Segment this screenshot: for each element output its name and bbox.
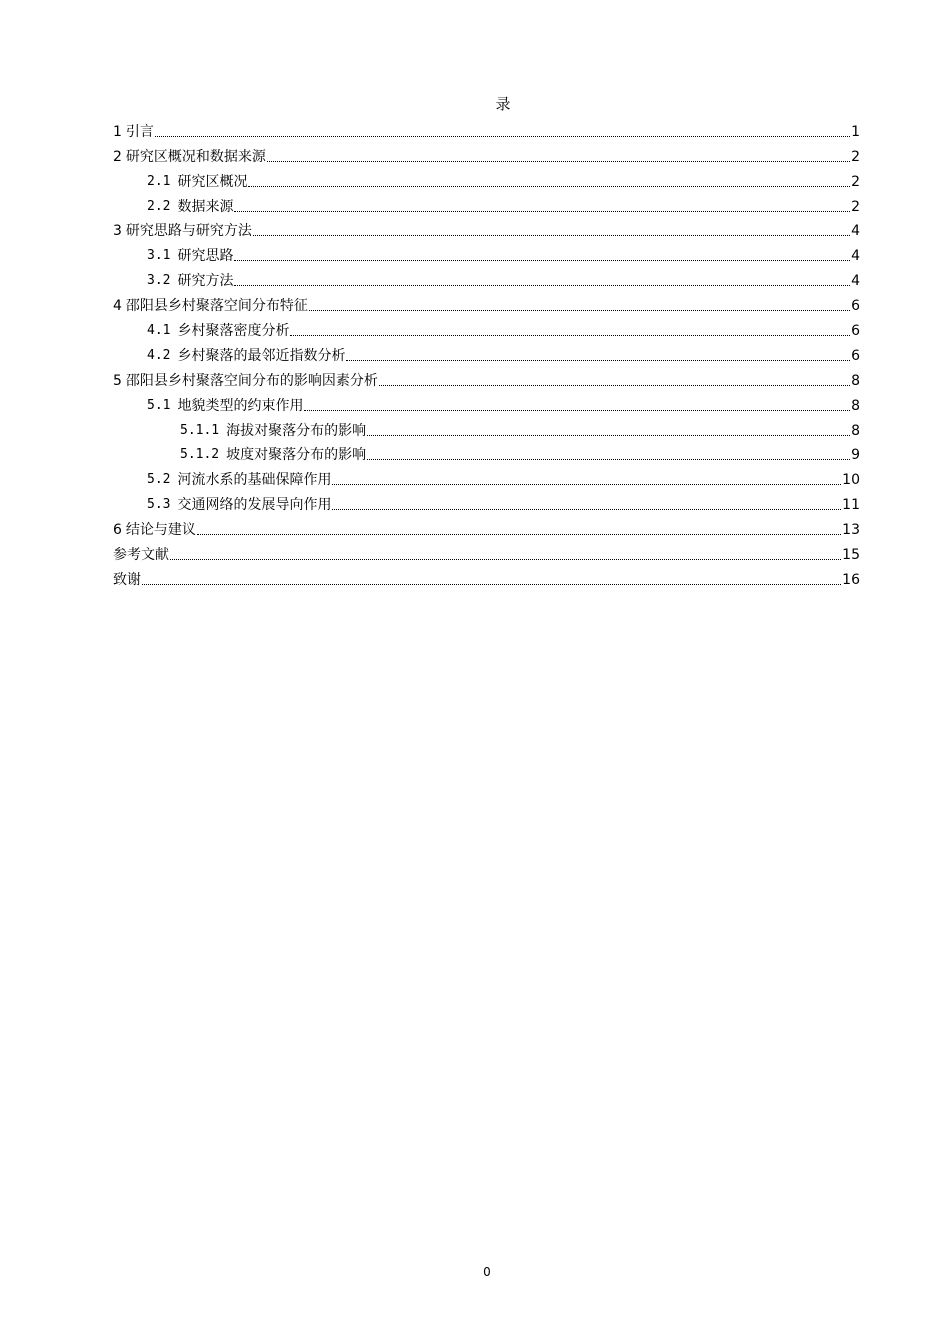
dot-leader (290, 335, 850, 336)
toc-entry-title: 研究区概况 (177, 173, 248, 190)
dot-leader (142, 584, 841, 585)
toc-entry-page: 6 (851, 298, 860, 315)
toc-entry-number: 5.2 (147, 472, 171, 488)
dot-leader (332, 509, 841, 510)
toc-entry[interactable] (113, 464, 860, 489)
toc-entry-page: 2 (851, 173, 860, 190)
toc-entry-number: 6 (113, 522, 122, 539)
toc-entry-number: 4.1 (147, 323, 171, 339)
toc-entry-title: 地貌类型的约束作用 (177, 397, 304, 414)
page-number: 0 (483, 1265, 491, 1279)
toc-entry-page: 4 (851, 223, 860, 240)
toc-entry[interactable] (113, 240, 860, 265)
dot-leader (332, 484, 841, 485)
dot-leader (253, 235, 850, 236)
toc-entry-number: 5.1.2 (180, 447, 220, 463)
dot-leader (367, 435, 850, 436)
toc-entry-page: 6 (851, 347, 860, 364)
toc-entry[interactable] (113, 440, 860, 465)
toc-entry-page: 8 (851, 397, 860, 414)
toc-entry-number: 3 (113, 223, 122, 240)
dot-leader (267, 161, 850, 162)
toc-entry-page: 2 (851, 198, 860, 215)
dot-leader (155, 136, 850, 137)
dot-leader (367, 459, 850, 460)
toc-entry-page: 9 (851, 447, 860, 464)
toc-entry[interactable] (113, 216, 860, 241)
toc-entry[interactable] (113, 340, 860, 365)
toc-entry-page: 11 (842, 497, 860, 514)
toc-entry-title: 参考文献 (113, 547, 169, 564)
toc-entry-title: 邵阳县乡村聚落空间分布特征 (125, 298, 308, 315)
toc-entry-title: 研究区概况和数据来源 (125, 148, 266, 165)
toc-entry-number: 5.1 (147, 397, 171, 413)
toc-entry-page: 15 (842, 547, 860, 564)
toc-entry-title: 交通网络的发展导向作用 (177, 497, 332, 514)
toc-entry[interactable] (113, 514, 860, 539)
toc-entry[interactable] (113, 315, 860, 340)
dot-leader (309, 310, 850, 311)
dot-leader (197, 534, 841, 535)
toc-entry-page: 2 (851, 148, 860, 165)
toc-entry-number: 3.2 (147, 273, 171, 289)
dot-leader (234, 285, 850, 286)
toc-entry-title: 数据来源 (177, 198, 234, 215)
toc-entry-page: 4 (851, 273, 860, 290)
toc-entry[interactable] (113, 489, 860, 514)
toc-entry-page: 1 (851, 123, 860, 140)
toc-entry[interactable] (113, 116, 860, 141)
dot-leader (248, 186, 850, 187)
toc-entry-number: 1 (113, 123, 122, 140)
toc-entry-number: 3.1 (147, 248, 171, 264)
toc-entry-number: 5 (113, 372, 122, 389)
toc-entry[interactable] (113, 290, 860, 315)
dot-leader (234, 211, 850, 212)
toc-entry-page: 4 (851, 248, 860, 265)
dot-leader (170, 559, 841, 560)
toc-entry-number: 5.1.1 (180, 422, 220, 438)
toc-entry-page: 6 (851, 323, 860, 340)
toc-entry-title: 乡村聚落密度分析 (177, 323, 290, 340)
toc-entry-page: 10 (842, 472, 860, 489)
toc-entry-title: 研究思路与研究方法 (125, 223, 252, 240)
toc-entry-page: 16 (842, 571, 860, 588)
table-of-contents (113, 116, 860, 589)
dot-leader (346, 360, 850, 361)
toc-entry-number: 4 (113, 298, 122, 315)
toc-entry-title: 致谢 (113, 571, 141, 588)
toc-entry[interactable] (113, 166, 860, 191)
dot-leader (379, 385, 850, 386)
toc-entry[interactable] (113, 365, 860, 390)
toc-entry-title: 坡度对聚落分布的影响 (226, 447, 367, 464)
toc-entry[interactable] (113, 415, 860, 440)
toc-entry-title: 乡村聚落的最邻近指数分析 (177, 347, 346, 364)
toc-entry-title: 海拔对聚落分布的影响 (226, 422, 367, 439)
toc-entry-title: 引言 (125, 123, 154, 140)
toc-entry[interactable] (113, 564, 860, 589)
toc-entry-title: 结论与建议 (125, 522, 196, 539)
toc-entry-title: 研究方法 (177, 273, 234, 290)
toc-entry[interactable] (113, 191, 860, 216)
toc-title: 录 (495, 95, 511, 113)
toc-entry-number: 5.3 (147, 497, 171, 513)
toc-entry-title: 河流水系的基础保障作用 (177, 472, 332, 489)
toc-entry-number: 2.1 (147, 173, 171, 189)
toc-entry-page: 13 (842, 522, 860, 539)
toc-entry[interactable] (113, 265, 860, 290)
toc-entry-number: 2.2 (147, 198, 171, 214)
toc-entry-number: 4.2 (147, 347, 171, 363)
toc-entry-title: 研究思路 (177, 248, 234, 265)
dot-leader (234, 260, 850, 261)
dot-leader (304, 410, 850, 411)
toc-entry-page: 8 (851, 372, 860, 389)
toc-entry[interactable] (113, 390, 860, 415)
toc-entry[interactable] (113, 539, 860, 564)
toc-entry[interactable] (113, 141, 860, 166)
toc-entry-number: 2 (113, 148, 122, 165)
toc-entry-page: 8 (851, 422, 860, 439)
toc-entry-title: 邵阳县乡村聚落空间分布的影响因素分析 (125, 372, 378, 389)
